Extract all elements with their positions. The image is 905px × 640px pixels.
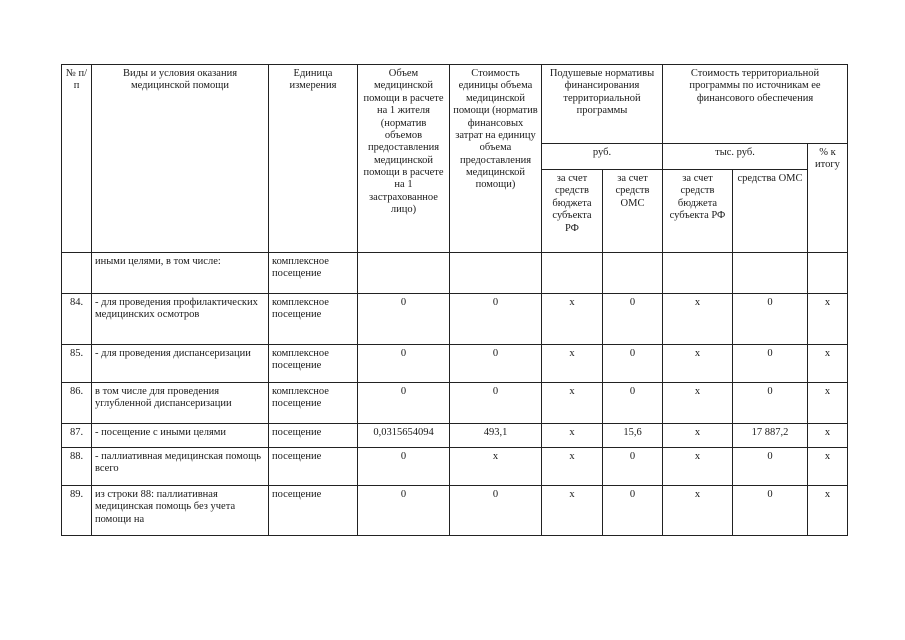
row-num: 84. (62, 294, 92, 345)
row-volume: 0 (358, 345, 450, 383)
row-num: 85. (62, 345, 92, 383)
row-pr-oms: 17 887,2 (733, 424, 808, 448)
row-pc-oms: 0 (603, 486, 663, 536)
row-pc-oms (603, 253, 663, 294)
row-pr-budget: х (663, 345, 733, 383)
row-volume: 0 (358, 383, 450, 424)
row-volume: 0,0315654094 (358, 424, 450, 448)
row-volume: 0 (358, 486, 450, 536)
row-unit: посещение (269, 424, 358, 448)
row-unit: комплексное посещение (269, 253, 358, 294)
row-pr-budget: х (663, 448, 733, 486)
header-cost: Стоимость единицы объема медицинской помощи (норматив финансовых затрат на единицу объема предоставления медицинской помощи) (450, 65, 542, 253)
row-pc-budget (542, 253, 603, 294)
row-pr-budget: х (663, 383, 733, 424)
header-volume: Объем медицинской помощи в расчете на 1 жителя (норматив объемов предоставления медицинской помощи в расчете на 1 застрахованное лицо) (358, 65, 450, 253)
row-cost (450, 253, 542, 294)
row-num: 86. (62, 383, 92, 424)
row-pc-budget: х (542, 294, 603, 345)
row-pc-budget: х (542, 486, 603, 536)
row-pc-budget: х (542, 345, 603, 383)
row-pc-oms: 0 (603, 345, 663, 383)
row-name: иными целями, в том числе: (92, 253, 269, 294)
row-pr-oms: 0 (733, 294, 808, 345)
row-volume (358, 253, 450, 294)
header-oms-funds: за счет средств ОМС (603, 170, 663, 253)
row-pr-budget: х (663, 294, 733, 345)
row-pc-oms: 0 (603, 383, 663, 424)
row-cost: 0 (450, 345, 542, 383)
program-table (61, 64, 848, 536)
row-pc-oms: 15,6 (603, 424, 663, 448)
row-unit: посещение (269, 448, 358, 486)
row-pc-budget: х (542, 424, 603, 448)
row-cost: 0 (450, 486, 542, 536)
row-name: - для проведения профилактических медицинских осмотров (92, 294, 269, 345)
row-pr-oms (733, 253, 808, 294)
row-pr-budget (663, 253, 733, 294)
row-pr-budget: х (663, 424, 733, 448)
row-num: 87. (62, 424, 92, 448)
row-volume: 0 (358, 448, 450, 486)
row-cost: 0 (450, 294, 542, 345)
row-pct: х (808, 383, 848, 424)
row-pct: х (808, 294, 848, 345)
row-cost: х (450, 448, 542, 486)
row-cost: 493,1 (450, 424, 542, 448)
row-pct: х (808, 424, 848, 448)
row-num (62, 253, 92, 294)
row-pr-oms: 0 (733, 345, 808, 383)
row-unit: комплексное посещение (269, 383, 358, 424)
header-num: № п/п (62, 65, 92, 253)
row-pc-oms: 0 (603, 294, 663, 345)
row-name: в том числе для проведения углубленной диспансеризации (92, 383, 269, 424)
row-pct: х (808, 448, 848, 486)
row-pr-budget: х (663, 486, 733, 536)
row-unit: посещение (269, 486, 358, 536)
header-budget-subject-2: за счет средств бюджета субъекта РФ (663, 170, 733, 253)
row-pct: х (808, 345, 848, 383)
row-pct (808, 253, 848, 294)
header-budget-subject: за счет средств бюджета субъекта РФ (542, 170, 603, 253)
row-name: - для проведения диспансеризации (92, 345, 269, 383)
row-pc-oms: 0 (603, 448, 663, 486)
table-row (62, 486, 848, 536)
header-oms-means: средства ОМС (733, 170, 808, 253)
row-unit: комплексное посещение (269, 294, 358, 345)
row-name: - паллиативная медицинская помощь всего (92, 448, 269, 486)
row-name: - посещение с иными целями (92, 424, 269, 448)
table-row (62, 253, 848, 294)
table-row (62, 345, 848, 383)
row-num: 89. (62, 486, 92, 536)
header-kind: Виды и условия оказания медицинской помощи (92, 65, 269, 253)
row-pc-budget: х (542, 383, 603, 424)
row-pr-oms: 0 (733, 486, 808, 536)
row-unit: комплексное посещение (269, 345, 358, 383)
header-thousand-rub: тыс. руб. (663, 144, 808, 170)
table-row (62, 424, 848, 448)
table-row (62, 448, 848, 486)
row-pr-oms: 0 (733, 383, 808, 424)
row-pr-oms: 0 (733, 448, 808, 486)
row-pc-budget: х (542, 448, 603, 486)
table-row (62, 294, 848, 345)
header-percent-total: % к итогу (808, 144, 848, 253)
row-pct: х (808, 486, 848, 536)
header-program-cost: Стоимость территориальной программы по источникам ее финансового обеспечения (663, 65, 848, 144)
header-rub: руб. (542, 144, 663, 170)
row-name: из строки 88: паллиативная медицинская помощь без учета помощи на (92, 486, 269, 536)
header-per-capita: Подушевые нормативы финансирования территориальной программы (542, 65, 663, 144)
row-num: 88. (62, 448, 92, 486)
row-volume: 0 (358, 294, 450, 345)
row-cost: 0 (450, 383, 542, 424)
table-row (62, 383, 848, 424)
header-unit: Единица измерения (269, 65, 358, 253)
